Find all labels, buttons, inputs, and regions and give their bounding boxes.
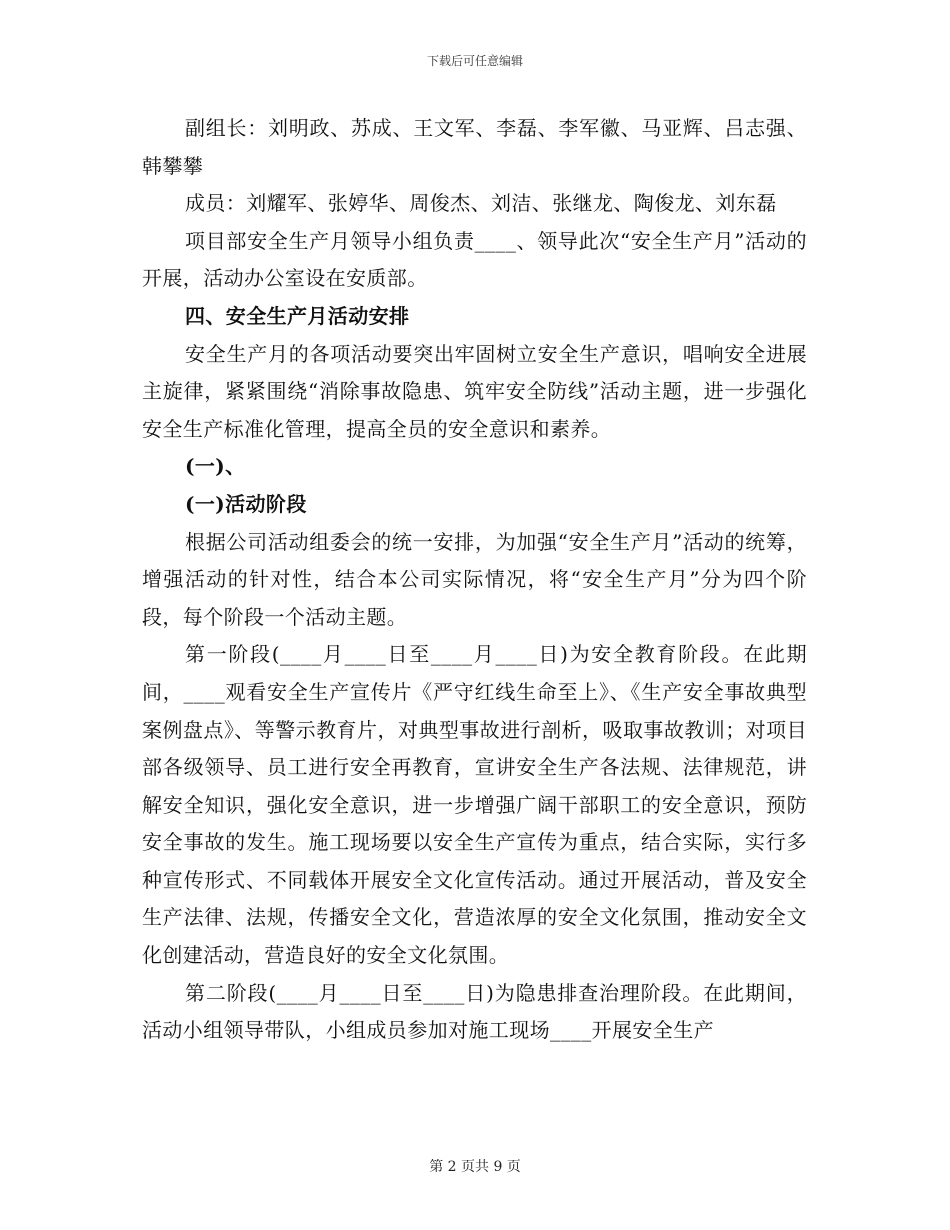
paragraph-stage-two: 第二阶段(____月____日至____日)为隐患排查治理阶段。在此期间，活动小组领导带队，小组成员参加对施工现场____开展安全生产 bbox=[142, 980, 807, 1043]
paragraph-members: 成员：刘耀军、张婷华、周俊杰、刘洁、张继龙、陶俊龙、刘东磊 bbox=[185, 191, 777, 216]
document-body bbox=[142, 110, 807, 1050]
paragraph-stage-one: 第一阶段(____月____日至____月____日)为安全教育阶段。在此期间，____观看安全生产宣传片《严守红线生命至上》、《生产安全事故典型案例盘点》、等警示教育片，对典型事故进行剖析，吸取事故教训；对项目部各级领导、员工进行安全再教育，宣讲安全生产各法规、法律规范，讲解安全知识，强化安全意识，进一步增强广阔干部职工的安全意识，预防安全事故的发生。施工现场要以安全生产宣传为重点，结合实际，实行多种宣传形式、不同载体开展安全文化宣传活动。通过开展活动，普及安全生产法律、法规，传播安全文化，营造浓厚的安全文化氛围，推动安全文化创建活动，营造良好的安全文化氛围。 bbox=[142, 642, 807, 968]
paragraph-stages-intro: 根据公司活动组委会的统一安排，为加强“安全生产月”活动的统筹，增强活动的针对性，结合本公司实际情况，将“安全生产月”分为四个阶段，每个阶段一个活动主题。 bbox=[142, 529, 807, 629]
paragraph-leadership-duty: 项目部安全生产月领导小组负责____、领导此次“安全生产月”活动的开展，活动办公室设在安质部。 bbox=[142, 228, 807, 291]
section-heading-activity-plan: 四、安全生产月活动安排 bbox=[185, 303, 410, 328]
subheading-activity-stages: (一)活动阶段 bbox=[185, 491, 307, 516]
page-header: 下载后可任意编辑 bbox=[426, 54, 523, 68]
subheading-one: (一)、 bbox=[185, 454, 246, 479]
page-footer: 第 2 页共 9 页 bbox=[429, 1159, 521, 1175]
paragraph-activity-theme: 安全生产月的各项活动要突出牢固树立安全生产意识，唱响安全进展主旋律，紧紧围绕“消除事故隐患、筑牢安全防线”活动主题，进一步强化安全生产标准化管理，提高全员的安全意识和素养。 bbox=[142, 341, 807, 441]
paragraph-deputy-leaders: 副组长：刘明政、苏成、王文军、李磊、李军徽、马亚辉、吕志强、韩攀攀 bbox=[142, 116, 807, 178]
